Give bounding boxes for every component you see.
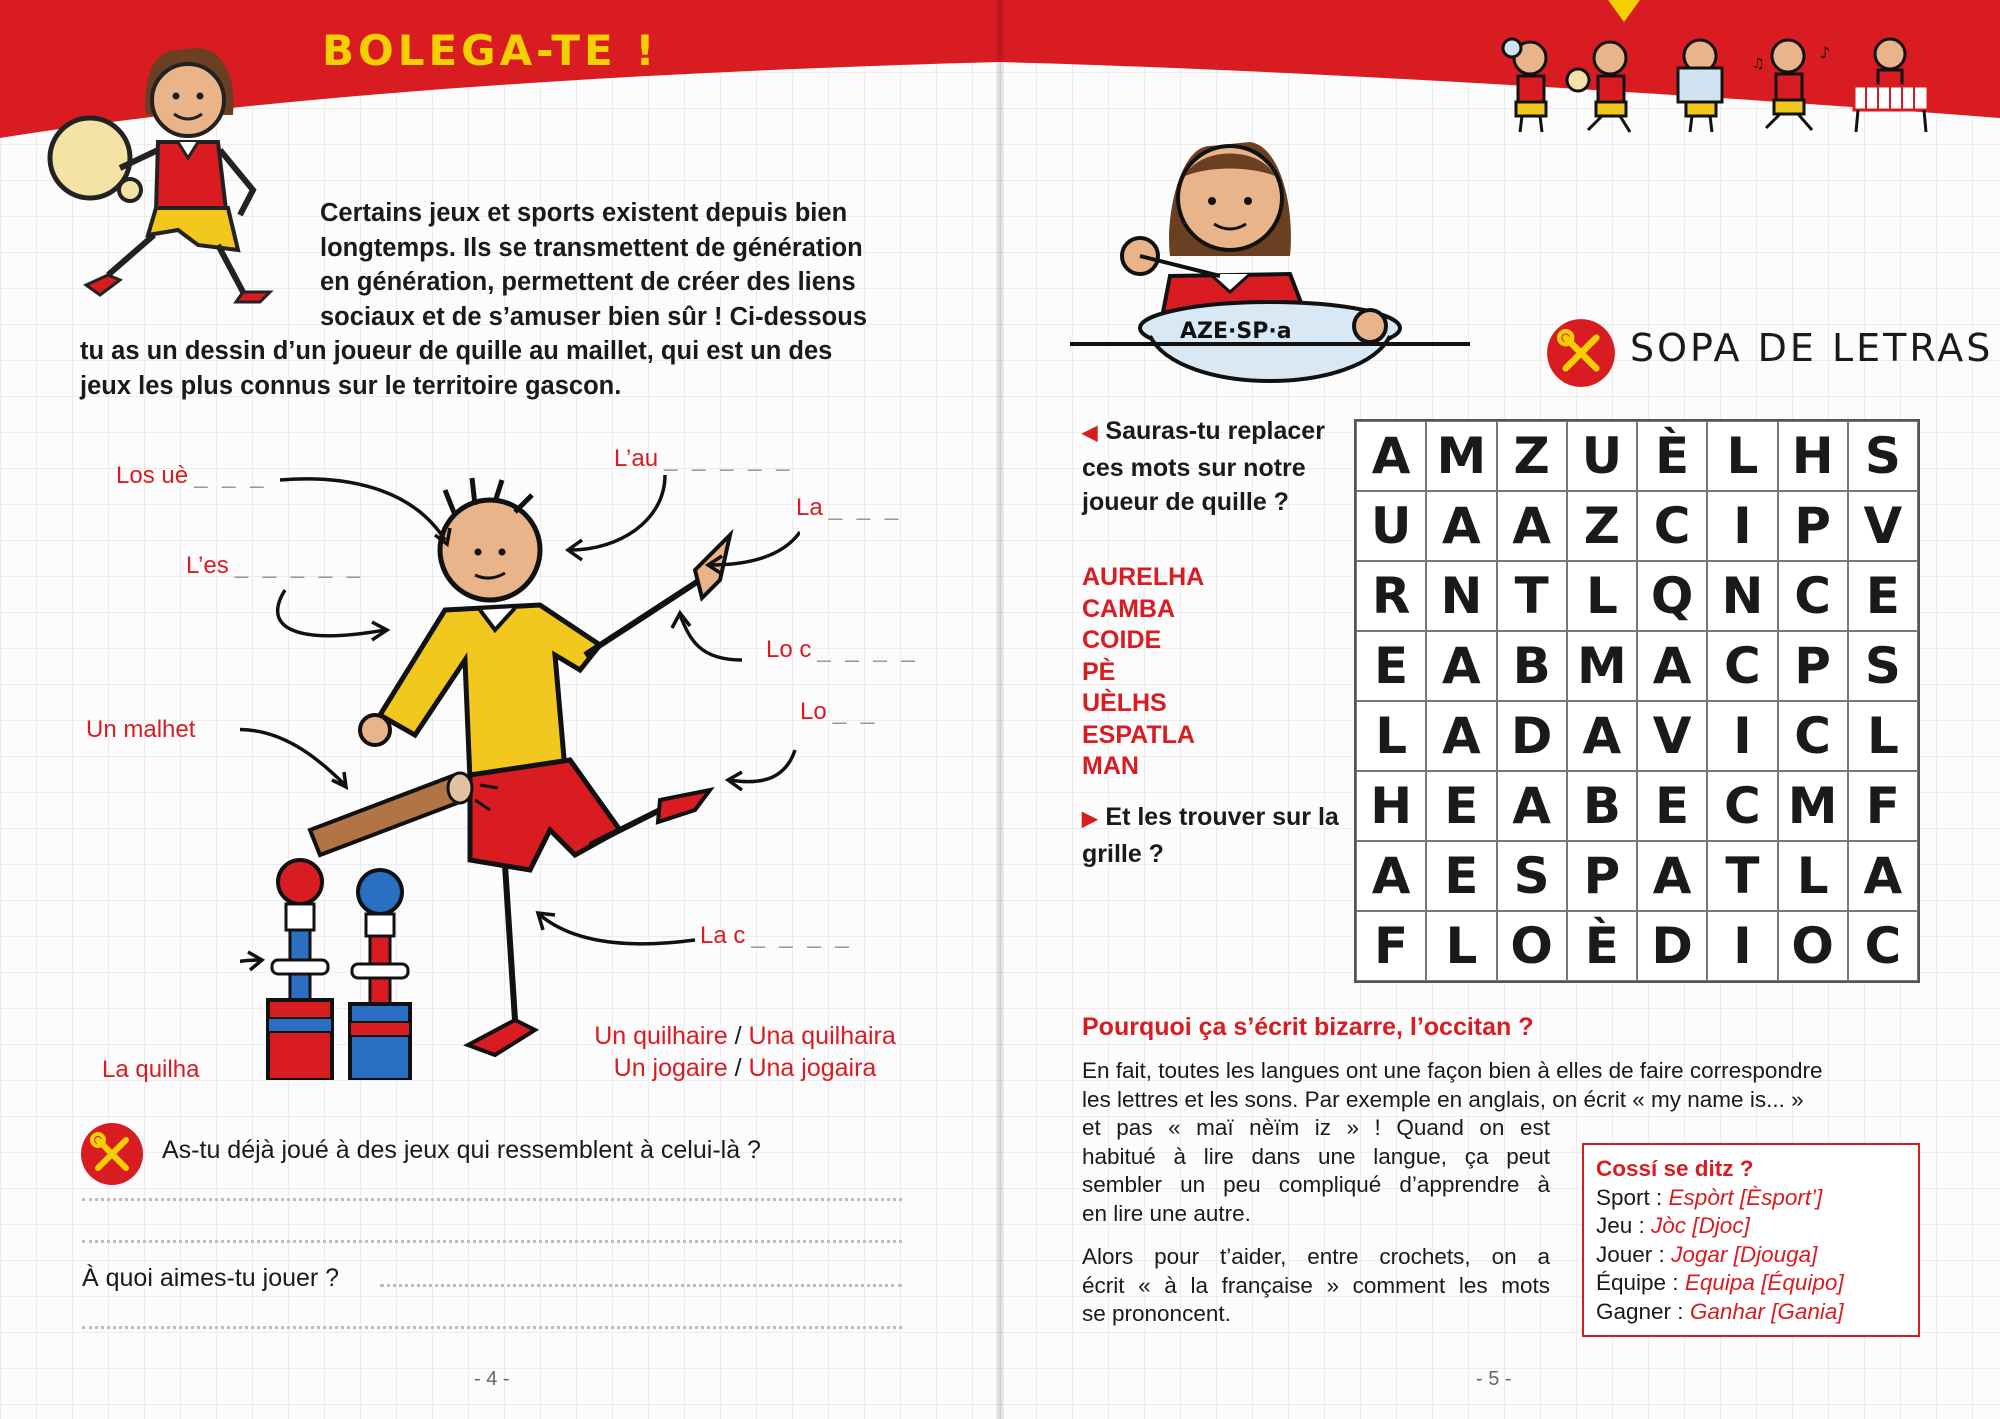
vocabulary-row	[1596, 1241, 1906, 1270]
paragraph-line: écrit « à la française » comment les mots	[1082, 1272, 1550, 1298]
explanation-paragraph	[1082, 1057, 1922, 1114]
magnifier-figure-icon	[1503, 39, 1546, 132]
book-spine	[996, 0, 1004, 1419]
page-number: - 4 -	[474, 1368, 510, 1390]
grid-cell[interactable]: E	[1426, 771, 1496, 841]
label-uelhs	[116, 462, 267, 490]
grid-cell[interactable]: B	[1497, 631, 1567, 701]
grid-cell[interactable]: S	[1497, 841, 1567, 911]
triangle-right-icon: ▶	[1082, 808, 1098, 830]
occitan-word: Equipa [Équipo]	[1684, 1270, 1844, 1295]
label-text: La quilha	[102, 1056, 200, 1083]
answer-line[interactable]	[82, 1326, 902, 1329]
svg-text:♫: ♫	[1752, 56, 1765, 72]
blank-line: _ _ _ _	[817, 636, 919, 663]
grid-cell[interactable]: U	[1567, 421, 1637, 491]
paragraph-line: se prononcent.	[1082, 1301, 1231, 1326]
label-malhet	[86, 716, 195, 744]
french-word: Sport :	[1596, 1184, 1663, 1210]
grid-cell[interactable]: A	[1356, 421, 1426, 491]
reading-figure-icon	[1678, 40, 1722, 132]
word-item: CAMBA	[1082, 594, 1176, 623]
label-man	[796, 494, 902, 522]
masculine-form: Un quilhaire	[594, 1022, 728, 1050]
grid-cell[interactable]: T	[1707, 841, 1777, 911]
french-word: Jouer :	[1596, 1241, 1665, 1267]
grid-cell[interactable]: Z	[1567, 491, 1637, 561]
intro-paragraph	[80, 196, 920, 403]
label-text: La c	[700, 922, 746, 949]
label-text: La	[796, 494, 823, 521]
why-title: Pourquoi ça s’écrit bizarre, l’occitan ?	[1082, 1013, 1534, 1041]
explanation-paragraph-2	[1082, 1243, 1550, 1329]
grid-cell[interactable]: C	[1848, 911, 1918, 981]
word-search-grid	[1354, 419, 1920, 983]
grid-cell[interactable]: P	[1778, 631, 1848, 701]
grid-cell[interactable]: E	[1426, 841, 1496, 911]
intro-line: longtemps. Ils se transmettent de génération	[320, 233, 863, 262]
word-item: UÈLHS	[1082, 689, 1167, 717]
blank-line: _ _	[832, 698, 879, 725]
grid-cell[interactable]: U	[1356, 491, 1426, 561]
grid-cell[interactable]: D	[1637, 911, 1707, 981]
answer-line[interactable]	[380, 1284, 902, 1287]
question-favorite-game: À quoi aimes-tu jouer ?	[82, 1264, 340, 1292]
grid-cell[interactable]: I	[1707, 911, 1777, 981]
occitan-word: Espòrt [Èsport’]	[1668, 1184, 1823, 1210]
chapter-icons-strip	[1490, 28, 1970, 138]
grid-cell[interactable]: L	[1848, 701, 1918, 771]
grid-cell[interactable]: Z	[1497, 421, 1567, 491]
section-title: SOPA DE LETRAS	[1630, 326, 1994, 370]
paragraph-line: les lettres et les sons. Par exemple en anglais, on écrit « my name is... »	[1082, 1086, 1804, 1112]
grid-cell[interactable]: B	[1567, 771, 1637, 841]
grid-cell[interactable]: A	[1356, 841, 1426, 911]
tools-icon	[80, 1122, 144, 1186]
paragraph-line: habitué à lire dans une langue, ça peut	[1082, 1143, 1550, 1169]
intro-line: jeux les plus connus sur le territoire gascon.	[80, 371, 622, 400]
grid-cell[interactable]: M	[1778, 771, 1848, 841]
grid-cell[interactable]: R	[1356, 561, 1426, 631]
label-text: L’au	[614, 445, 659, 472]
separator: /	[734, 1054, 742, 1082]
label-pe	[800, 698, 878, 726]
girl-eating-soup-illustration	[1070, 106, 1490, 396]
vocabulary-row	[1596, 1269, 1906, 1298]
grid-cell[interactable]: C	[1707, 771, 1777, 841]
vocabulary-box	[1582, 1143, 1920, 1337]
grid-cell[interactable]: C	[1637, 491, 1707, 561]
occitan-word: Jòc [Djoc]	[1651, 1213, 1750, 1238]
grid-cell[interactable]: A	[1426, 701, 1496, 771]
grid-cell[interactable]: L	[1567, 561, 1637, 631]
label-aurelha	[614, 445, 793, 473]
grid-cell[interactable]: È	[1567, 911, 1637, 981]
grid-cell[interactable]: Q	[1637, 561, 1707, 631]
paragraph-line: et pas « maï nèïm iz » ! Quand on est	[1082, 1115, 1550, 1140]
grid-cell[interactable]: I	[1707, 701, 1777, 771]
dancing-figure-icon	[1752, 40, 1830, 130]
masculine-form: Un jogaire	[613, 1054, 728, 1082]
grid-cell[interactable]: N	[1707, 561, 1777, 631]
label-text: Un malhet	[86, 716, 196, 743]
grid-cell[interactable]: P	[1778, 491, 1848, 561]
grid-cell[interactable]: S	[1848, 421, 1918, 491]
word-item: MAN	[1082, 752, 1139, 780]
grid-cell[interactable]: A	[1497, 771, 1567, 841]
grid-cell[interactable]: C	[1778, 561, 1848, 631]
grid-cell[interactable]: M	[1426, 421, 1496, 491]
label-espatla	[186, 552, 364, 580]
feminine-form: Una jogaira	[748, 1054, 877, 1082]
grid-cell[interactable]: N	[1426, 561, 1496, 631]
intro-line: tu as un dessin d’un joueur de quille au maillet, qui est un des	[80, 337, 833, 365]
page-number: - 5 -	[1476, 1368, 1512, 1390]
grid-cell[interactable]: E	[1637, 771, 1707, 841]
separator: /	[734, 1022, 742, 1050]
blank-line: _ _ _ _ _	[664, 445, 794, 472]
grid-cell[interactable]: V	[1637, 701, 1707, 771]
occitan-word: Jogar [Djouga]	[1671, 1241, 1818, 1267]
grid-cell[interactable]: I	[1707, 491, 1777, 561]
grid-cell[interactable]: O	[1497, 911, 1567, 981]
feminine-form: Una quilhaira	[748, 1022, 896, 1050]
label-text: L’es	[186, 552, 229, 579]
grid-cell[interactable]: M	[1567, 631, 1637, 701]
grid-cell[interactable]: E	[1848, 561, 1918, 631]
label-quilha	[102, 1056, 199, 1084]
grid-cell[interactable]: O	[1778, 911, 1848, 981]
grid-cell[interactable]: L	[1778, 841, 1848, 911]
grid-cell[interactable]: P	[1567, 841, 1637, 911]
grid-cell[interactable]: A	[1637, 631, 1707, 701]
french-word: Équipe :	[1596, 1270, 1679, 1295]
triangle-left-icon: ◀	[1082, 422, 1098, 444]
intro-line: sociaux et de s’amuser bien sûr ! Ci-dessous	[320, 302, 868, 331]
grid-cell[interactable]: L	[1426, 911, 1496, 981]
grid-cell[interactable]: T	[1497, 561, 1567, 631]
word-item: COIDE	[1082, 626, 1162, 654]
occitan-word: Ganhar [Gania]	[1689, 1298, 1844, 1324]
blank-line: _ _ _	[194, 462, 268, 489]
grid-cell[interactable]: A	[1426, 631, 1496, 701]
blank-line: _ _ _ _	[751, 922, 853, 949]
grid-cell[interactable]: A	[1637, 841, 1707, 911]
grid-cell[interactable]: A	[1426, 491, 1496, 561]
word-item: AURELHA	[1082, 563, 1205, 591]
intro-line: Certains jeux et sports existent depuis bien	[320, 199, 848, 227]
grid-cell[interactable]: L	[1707, 421, 1777, 491]
vocabulary-row	[1596, 1298, 1906, 1327]
grid-cell[interactable]: H	[1356, 771, 1426, 841]
answer-line[interactable]	[82, 1240, 902, 1243]
tools-icon	[1546, 318, 1616, 388]
french-word: Jeu :	[1596, 1213, 1645, 1238]
word-item: ESPATLA	[1082, 720, 1195, 749]
instruction-find-words	[1082, 800, 1342, 871]
vocabulary-heading: Cossí se ditz ?	[1596, 1156, 1754, 1181]
label-camba	[700, 922, 853, 950]
ball-figure-icon	[1567, 42, 1630, 132]
grid-cell[interactable]: S	[1848, 631, 1918, 701]
grid-cell[interactable]: C	[1707, 631, 1777, 701]
answer-line[interactable]	[82, 1198, 902, 1201]
grid-cell[interactable]: H	[1778, 421, 1848, 491]
paragraph-line: sembler un peu compliqué d’apprendre à	[1082, 1172, 1550, 1197]
blank-line: _ _ _	[828, 494, 903, 521]
instruction-text: Sauras-tu replacer ces mots sur notre joueur de quille ?	[1082, 417, 1325, 516]
page-title: BOLEGA-TE !	[322, 26, 659, 75]
grid-cell[interactable]: A	[1848, 841, 1918, 911]
grid-cell[interactable]: A	[1567, 701, 1637, 771]
vocabulary-row	[1596, 1212, 1906, 1241]
grid-cell[interactable]: D	[1497, 701, 1567, 771]
svg-text:♪: ♪	[1820, 43, 1831, 62]
instruction-replace-words	[1082, 414, 1342, 520]
word-item: PÈ	[1082, 657, 1116, 686]
explanation-paragraph-narrow	[1082, 1114, 1550, 1228]
question-played-games: As-tu déjà joué à des jeux qui ressemblent à celui-là ?	[162, 1136, 761, 1164]
gender-line	[560, 1052, 930, 1084]
blank-line: _ _ _ _ _	[234, 552, 365, 579]
gender-forms	[560, 1020, 930, 1084]
table-figure-icon	[1854, 39, 1928, 132]
label-text: Los uè	[116, 462, 189, 489]
paragraph-line: En fait, toutes les langues ont une façon bien à elles de faire correspondre	[1082, 1058, 1823, 1083]
grid-cell[interactable]: A	[1497, 491, 1567, 561]
gender-line	[560, 1020, 930, 1052]
vocabulary-row	[1596, 1184, 1906, 1213]
intro-line: en génération, permettent de créer des liens	[320, 268, 856, 296]
right-page	[1000, 0, 2000, 1419]
grid-cell[interactable]: È	[1637, 421, 1707, 491]
label-text: Lo c	[766, 636, 812, 663]
grid-cell[interactable]: F	[1848, 771, 1918, 841]
svg-text:AZE·SP·a: AZE·SP·a	[1180, 319, 1292, 344]
grid-cell[interactable]: F	[1356, 911, 1426, 981]
label-text: Lo	[800, 698, 827, 725]
label-coide	[766, 636, 919, 664]
french-word: Gagner :	[1596, 1298, 1684, 1324]
word-list	[1082, 562, 1204, 783]
instruction-text: Et les trouver sur la grille ?	[1082, 803, 1339, 868]
grid-cell[interactable]: C	[1778, 701, 1848, 771]
grid-cell[interactable]: E	[1356, 631, 1426, 701]
paragraph-line: en lire une autre.	[1082, 1200, 1251, 1226]
grid-cell[interactable]: L	[1356, 701, 1426, 771]
paragraph-line: Alors pour t’aider, entre crochets, on a	[1082, 1244, 1550, 1269]
grid-cell[interactable]: V	[1848, 491, 1918, 561]
